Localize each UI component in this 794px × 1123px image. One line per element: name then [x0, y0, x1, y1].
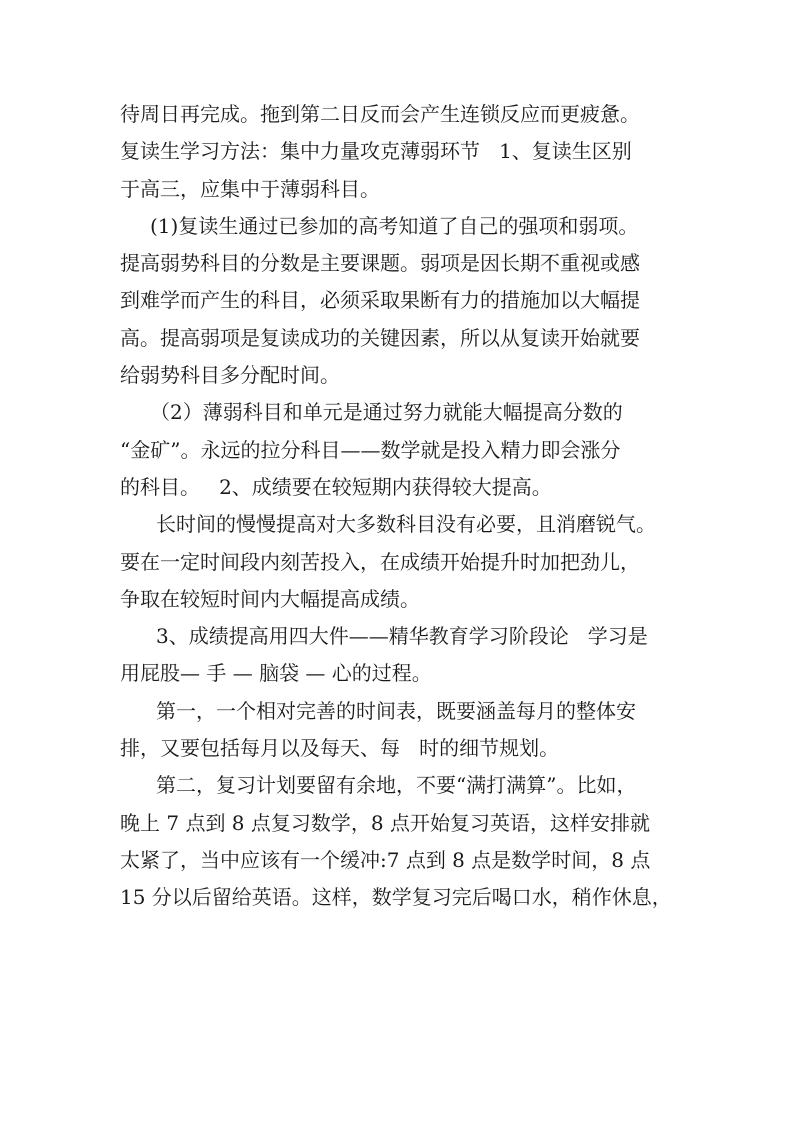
text-line: 争取在较短时间内大幅提高成绩。	[120, 586, 420, 611]
text-line: “金矿”。永远的拉分科目——数学就是投入精力即会涨分	[120, 437, 621, 462]
text-line: （2）薄弱科目和单元是通过努力就能大幅提高分数的	[150, 400, 623, 425]
text-line: 于高三，应集中于薄弱科目。	[120, 176, 380, 201]
text-line: 长时间的慢慢提高对大多数科目没有必要，且消磨锐气。	[156, 512, 656, 537]
text-line: 太紧了，当中应该有一个缓冲:7 点到 8 点是数学时间，8 点	[120, 847, 651, 872]
text-line: 给弱势科目多分配时间。	[120, 363, 340, 388]
text-line: 到难学而产生的科目，必须采取果断有力的措施加以大幅提	[120, 288, 640, 313]
text-line: 要在一定时间段内刻苦投入，在成绩开始提升时加把劲儿，	[120, 549, 640, 574]
text-line: 第二，复习计划要留有余地，不要“满打满算”。比如，	[156, 773, 637, 798]
text-line: 的科目。 2、成绩要在较短期内获得较大提高。	[120, 474, 552, 499]
text-line: 提高弱势科目的分数是主要课题。弱项是因长期不重视或感	[120, 251, 640, 276]
text-line: 复读生学习方法：集中力量攻克薄弱环节 1、复读生区别	[120, 139, 632, 164]
text-line: 晚上 7 点到 8 点复习数学，8 点开始复习英语，这样安排就	[120, 810, 650, 835]
text-line: 高。提高弱项是复读成功的关键因素，所以从复读开始就要	[120, 325, 640, 350]
text-line: 排，又要包括每月以及每天、每 时的细节规划。	[120, 736, 560, 761]
text-line: 3、成绩提高用四大件——精华教育学习阶段论 学习是	[156, 624, 648, 649]
text-line: 15 分以后留给英语。这样，数学复习完后喝口水，稍作休息，	[120, 885, 672, 910]
text-line: 第一，一个相对完善的时间表，既要涵盖每月的整体安	[156, 698, 636, 723]
text-line: 待周日再完成。拖到第二日反而会产生连锁反应而更疲惫。	[120, 102, 640, 126]
text-line: 用屁股— 手 — 脑袋 — 心的过程。	[120, 661, 432, 686]
body-text	[120, 96, 680, 917]
text-line: (1)复读生通过已参加的高考知道了自己的强项和弱项。	[150, 213, 639, 238]
